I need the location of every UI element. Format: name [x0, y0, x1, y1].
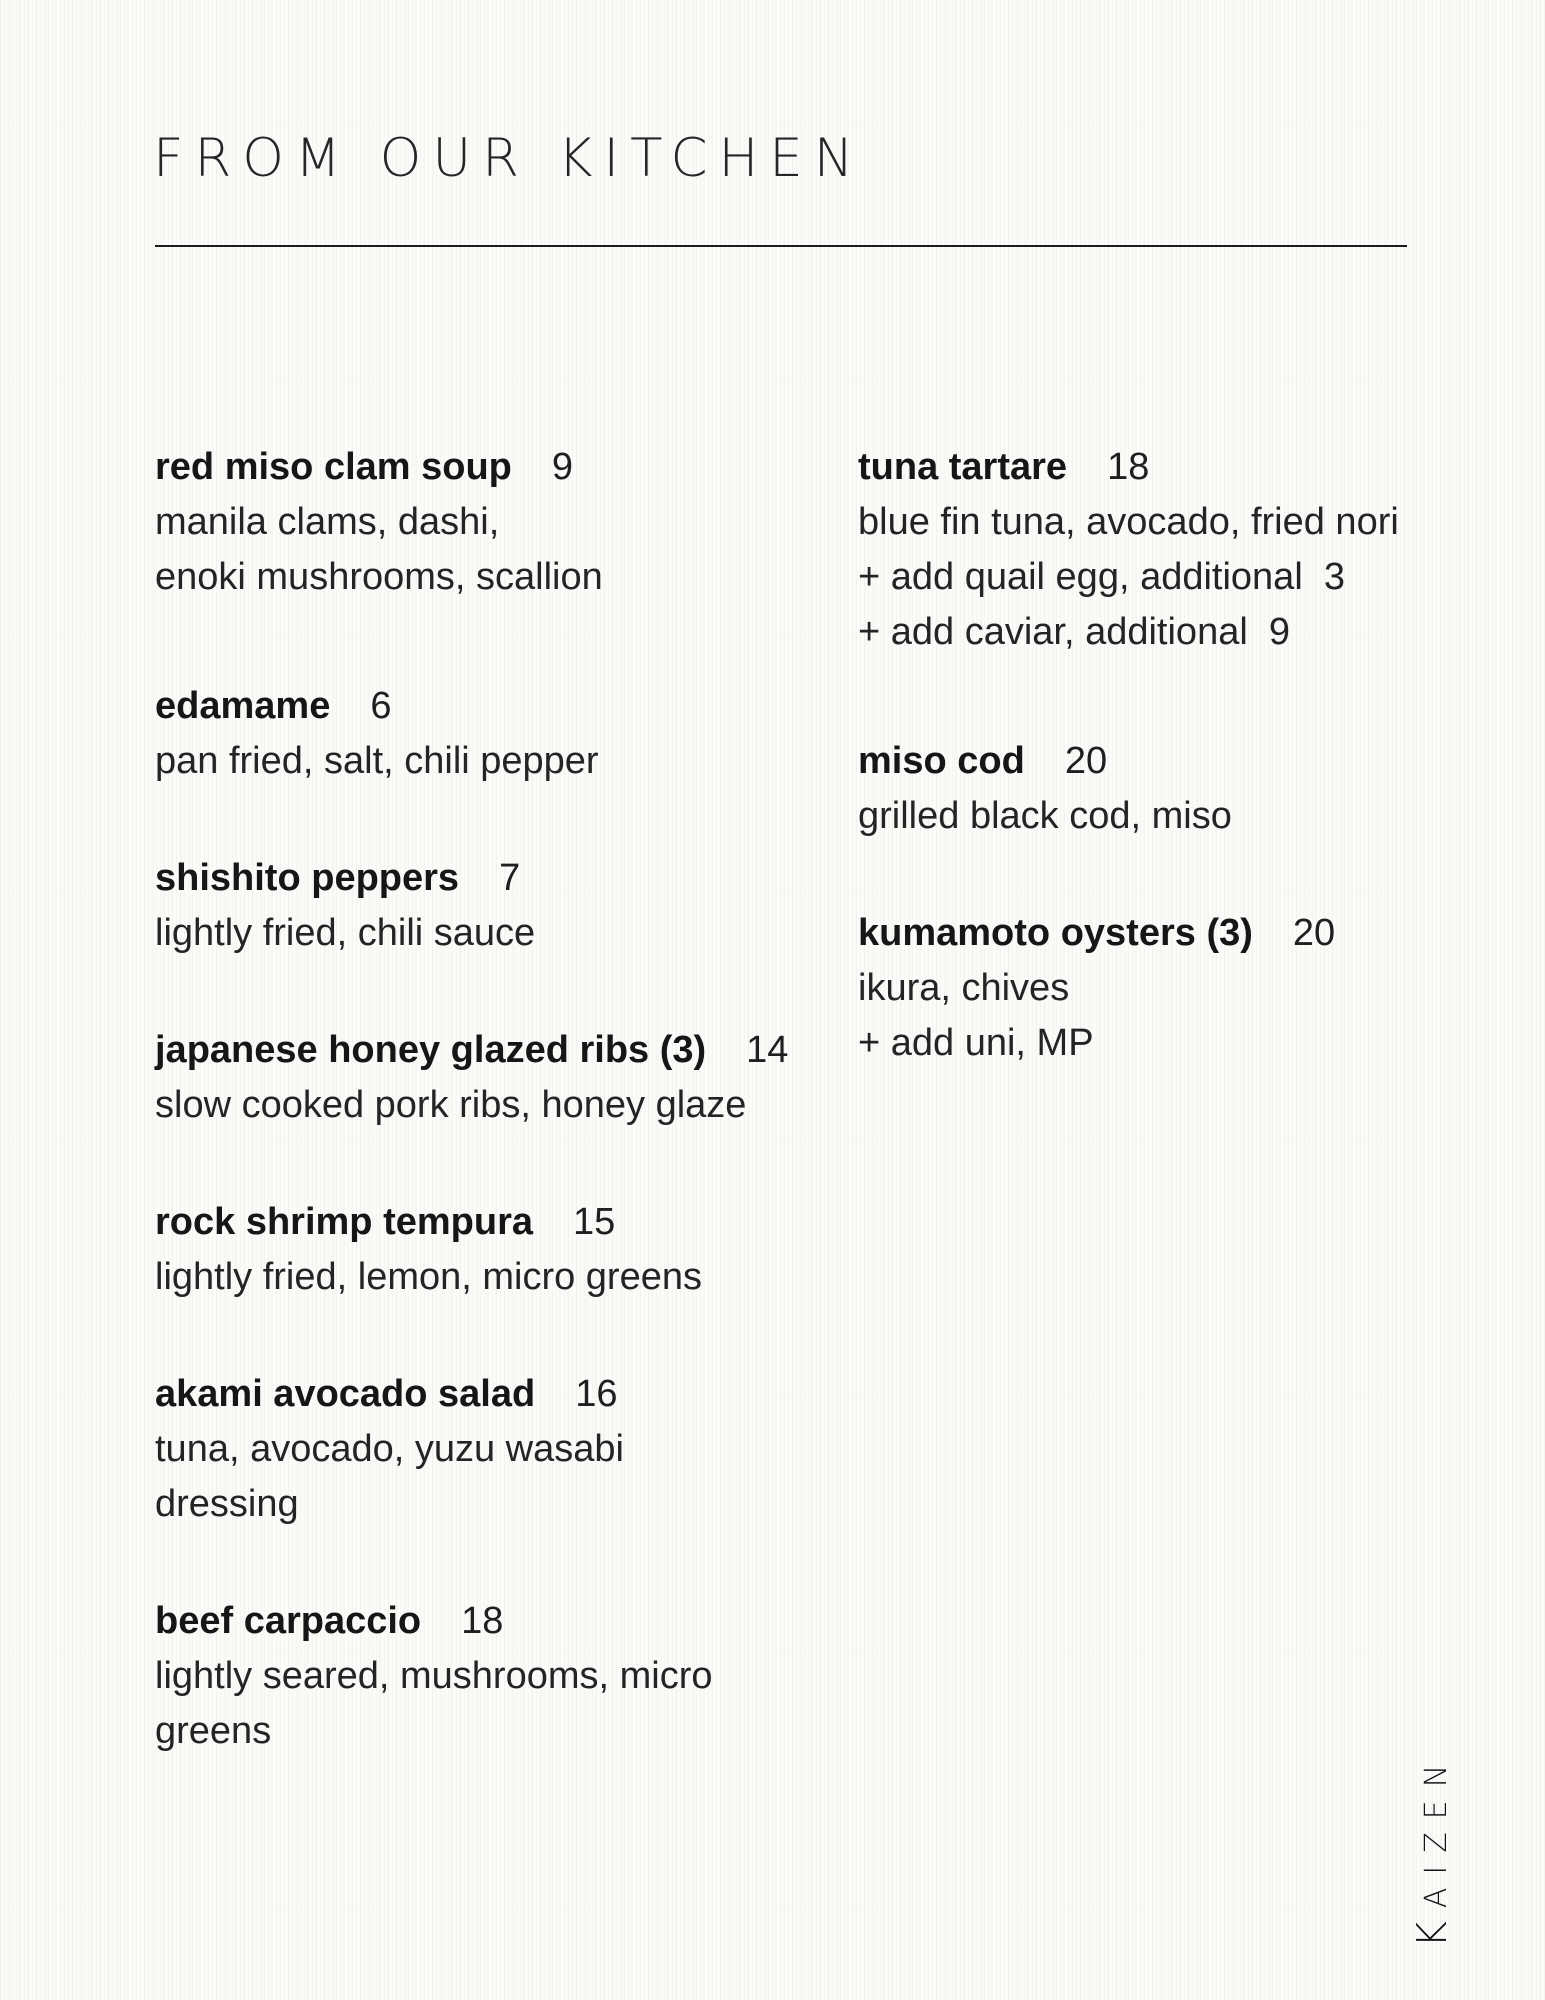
menu-item [155, 851, 775, 961]
item-desc-line: pan fried, salt, chili pepper [155, 740, 599, 782]
page-title: FROM OUR KITCHEN [153, 128, 865, 189]
brand-rest-letters: AIZEN [1419, 1751, 1454, 1909]
item-head [858, 906, 1478, 961]
item-desc-line: + add uni, MP [858, 1022, 1094, 1064]
menu-item [155, 1023, 789, 1133]
item-head [155, 1195, 775, 1250]
item-head [155, 679, 775, 734]
menu-item [155, 1195, 775, 1305]
item-head [858, 734, 1478, 789]
item-head [155, 440, 775, 495]
item-price: 16 [575, 1373, 618, 1415]
item-name: tuna tartare [858, 446, 1068, 488]
item-name: edamame [155, 685, 331, 727]
menu-item [155, 679, 775, 789]
item-desc-line: slow cooked pork ribs, honey glaze [155, 1084, 747, 1126]
item-name: japanese honey glazed ribs (3) [155, 1029, 707, 1071]
item-name: shishito peppers [155, 857, 460, 899]
brand-first-letter: K [1408, 1908, 1456, 1948]
menu-column-right [858, 440, 1478, 1133]
item-head [858, 440, 1478, 495]
item-price: 20 [1064, 740, 1108, 782]
item-desc-line: + add quail egg, additional 3 [858, 556, 1346, 598]
menu-item [858, 440, 1478, 660]
menu-item [155, 440, 775, 605]
item-price: 7 [499, 857, 521, 899]
menu-column-left [155, 440, 789, 1821]
item-price: 15 [573, 1201, 616, 1243]
menu-item [155, 1594, 775, 1759]
item-price: 18 [461, 1600, 504, 1642]
item-desc-line: + add caviar, additional 9 [858, 611, 1291, 653]
item-desc-line: grilled black cod, miso [858, 795, 1232, 837]
item-price: 9 [551, 446, 574, 488]
item-price: 14 [746, 1029, 789, 1071]
item-desc-line: ikura, chives [858, 967, 1070, 1009]
item-name: kumamoto oysters (3) [858, 912, 1253, 954]
item-desc-line: tuna, avocado, yuzu wasabi dressing [155, 1428, 635, 1525]
item-head [155, 1367, 775, 1422]
item-name: miso cod [858, 740, 1025, 782]
item-desc-line: lightly seared, mushrooms, micro greens [155, 1655, 724, 1752]
item-price: 6 [370, 685, 392, 727]
item-desc-line: lightly fried, lemon, micro greens [155, 1256, 702, 1298]
menu-item [858, 734, 1478, 844]
item-desc-line: enoki mushrooms, scallion [155, 556, 603, 598]
item-name: beef carpaccio [155, 1600, 422, 1642]
item-head [155, 1023, 789, 1078]
item-desc-line: blue fin tuna, avocado, fried nori [858, 501, 1399, 543]
menu-item [858, 906, 1478, 1071]
item-head [155, 1594, 775, 1649]
item-desc-line: manila clams, dashi, [155, 501, 500, 543]
brand-logo-vertical [1408, 1688, 1456, 1948]
item-desc-line: lightly fried, chili sauce [155, 912, 536, 954]
menu-item [155, 1367, 775, 1532]
title-divider-rule [155, 245, 1407, 247]
item-price: 20 [1292, 912, 1336, 954]
item-name: rock shrimp tempura [155, 1201, 533, 1243]
item-head [155, 851, 775, 906]
item-name: akami avocado salad [155, 1373, 536, 1415]
item-name: red miso clam soup [155, 446, 512, 488]
item-price: 18 [1107, 446, 1150, 488]
